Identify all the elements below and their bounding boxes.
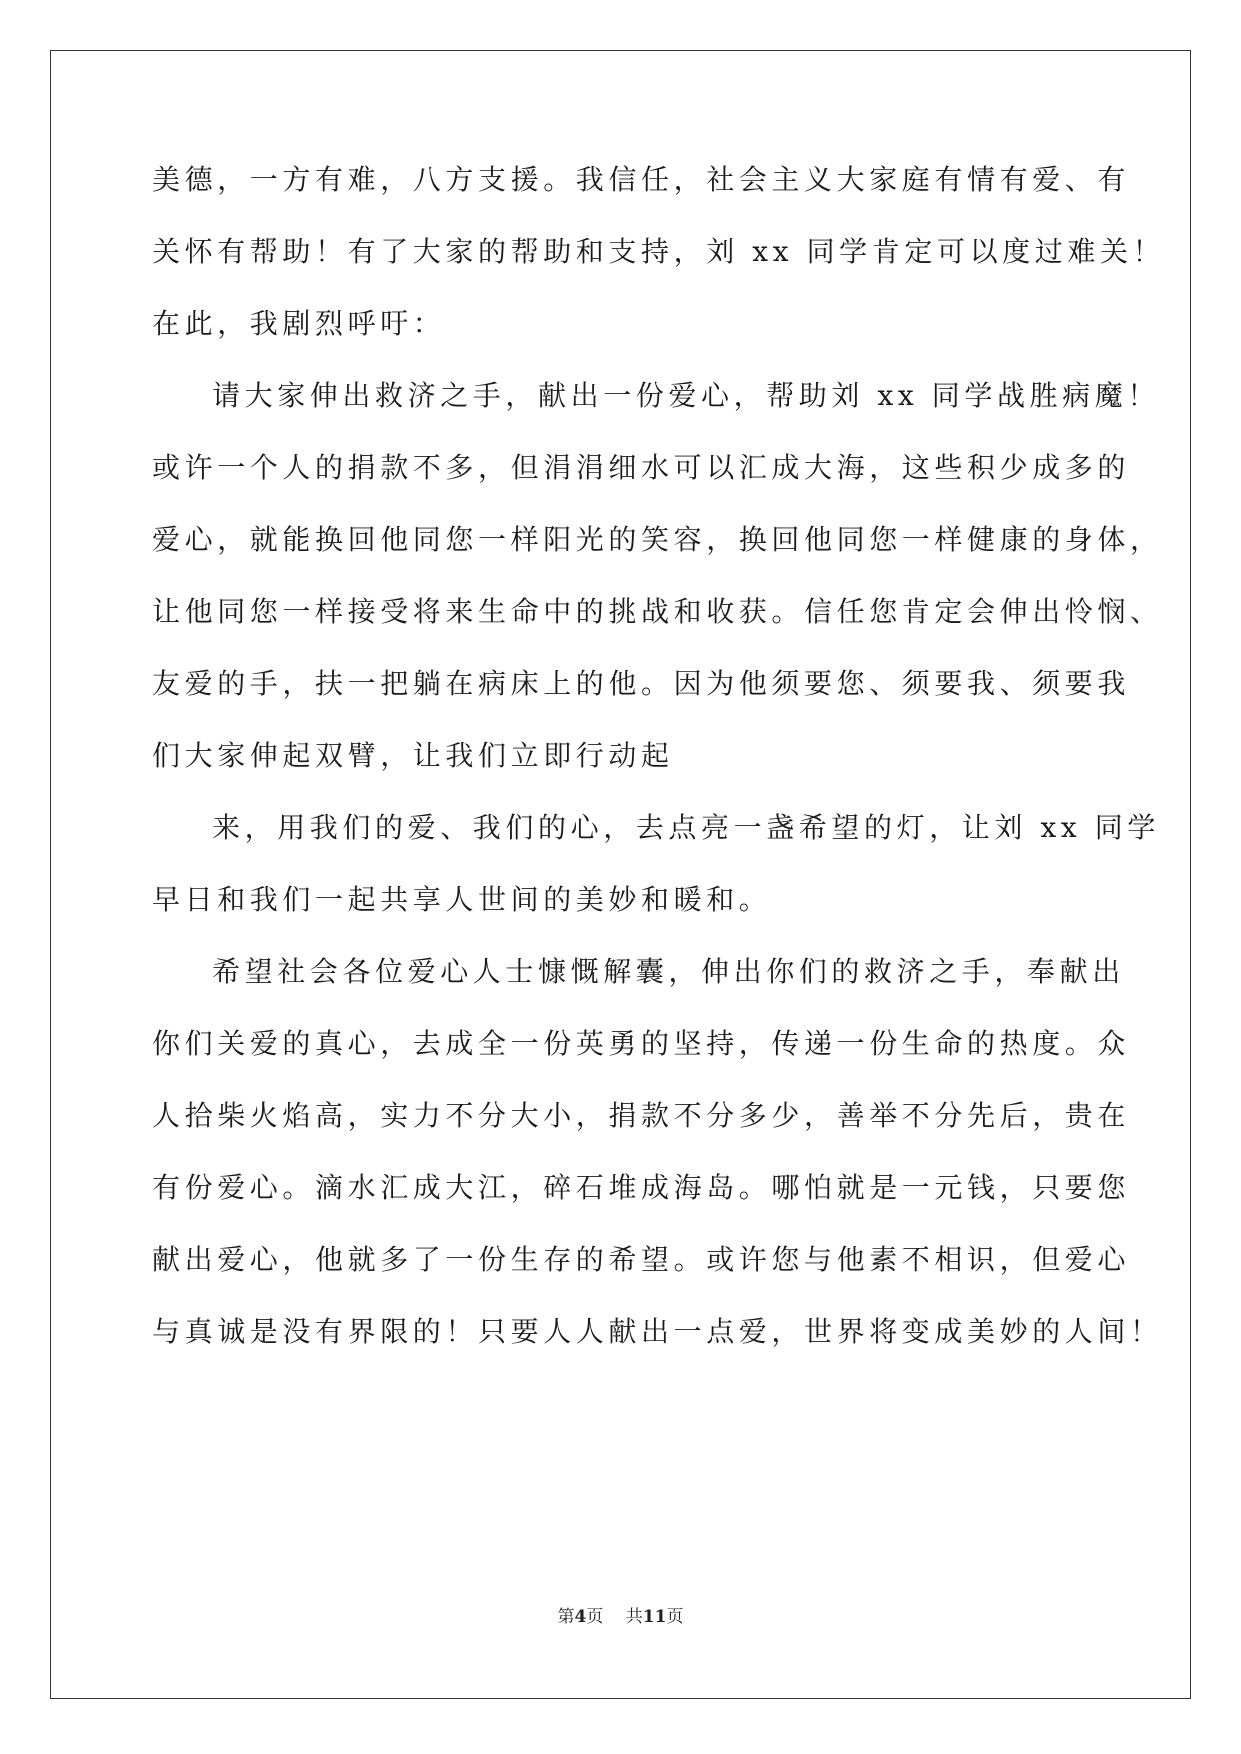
text-line: 与真诚是没有界限的！只要人人献出一点爱，世界将变成美妙的人间！ — [152, 1315, 1163, 1348]
text-line: 爱心，就能换回他同您一样阳光的笑容，换回他同您一样健康的身体， — [152, 523, 1163, 556]
text-line: 献出爱心，他就多了一份生存的希望。或许您与他素不相识，但爱心 — [152, 1243, 1131, 1276]
text-line: 你们关爱的真心，去成全一份英勇的坚持，传递一份生命的热度。众 — [152, 1027, 1131, 1060]
text-line: 让他同您一样接受将来生命中的挑战和收获。信任您肯定会伸出怜悯、 — [152, 595, 1163, 628]
text-line: 美德，一方有难，八方支援。我信任，社会主义大家庭有情有爱、有 — [152, 163, 1131, 196]
total-pages-prefix: 共 — [625, 1607, 643, 1627]
text-line: 友爱的手，扶一把躺在病床上的他。因为他须要您、须要我、须要我 — [152, 667, 1131, 700]
total-pages-suffix: 页 — [666, 1607, 684, 1627]
paragraph-first-line: 希望社会各位爱心人士慷慨解囊，伸出你们的救济之手，奉献出 — [212, 955, 1125, 988]
text-line: 关怀有帮助！有了大家的帮助和支持，刘 xx 同学肯定可以度过难关！ — [152, 235, 1166, 268]
text-line: 们大家伸起双臂，让我们立即行动起 — [152, 739, 674, 772]
text-line: 有份爱心。滴水汇成大江，碎石堆成海岛。哪怕就是一元钱，只要您 — [152, 1171, 1131, 1204]
page-footer — [0, 1606, 1241, 1628]
text-line: 在此，我剧烈呼吁： — [152, 307, 446, 340]
page-number-prefix: 第 — [557, 1607, 575, 1627]
text-line: 或许一个人的捐款不多，但涓涓细水可以汇成大海，这些积少成多的 — [152, 451, 1131, 484]
paragraph-first-line: 请大家伸出救济之手，献出一份爱心，帮助刘 xx 同学战胜病魔！ — [212, 379, 1160, 412]
paragraph-first-line: 来，用我们的爱、我们的心，去点亮一盏希望的灯，让刘 xx 同学 — [212, 811, 1160, 844]
total-pages-number: 11 — [642, 1607, 667, 1627]
text-line: 早日和我们一起共享人世间的美妙和暖和。 — [152, 883, 772, 916]
page-border — [50, 50, 1191, 1699]
current-page-number: 4 — [574, 1607, 587, 1627]
page-number-suffix: 页 — [586, 1607, 604, 1627]
text-line: 人拾柴火焰高，实力不分大小，捐款不分多少，善举不分先后，贵在 — [152, 1099, 1131, 1132]
